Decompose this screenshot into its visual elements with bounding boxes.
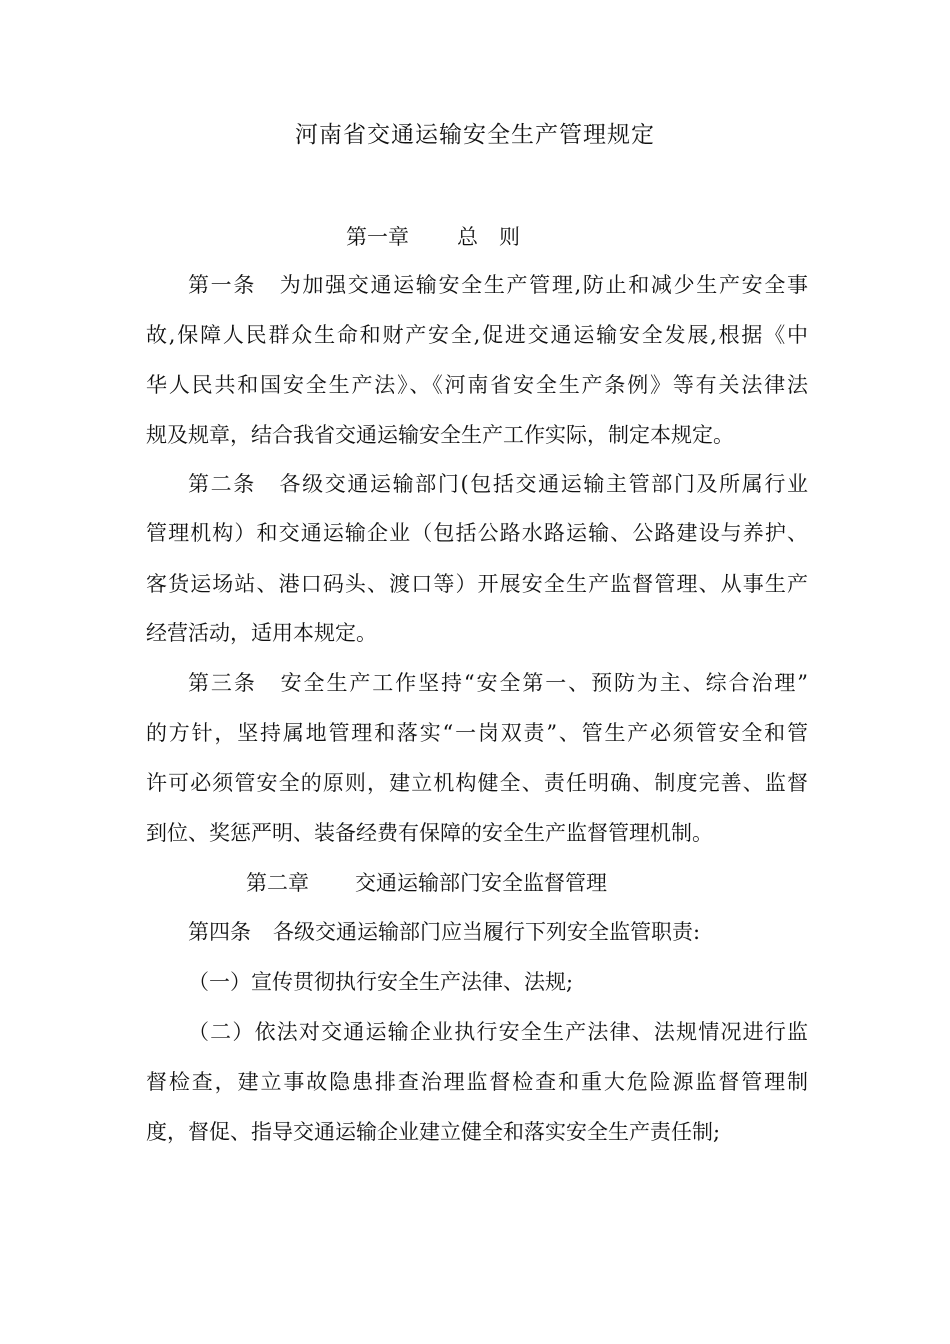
chapter-2-name: 交通运输部门安全监督管理 bbox=[355, 871, 607, 895]
chapter-2-heading bbox=[246, 868, 746, 898]
article-1-line: 故,保障人民群众生命和财产安全,促进交通运输安全发展,根据《中 bbox=[146, 323, 808, 347]
article-3-line: 的方针，坚持属地管理和落实“一岗双责”、管生产必须管安全和管 bbox=[146, 721, 808, 745]
item-2-text: 依法对交通运输企业执行安全生产法律、法规情况进行监 bbox=[254, 1020, 809, 1044]
article-4-label: 第四条 bbox=[188, 920, 251, 944]
article-4-first-line bbox=[188, 917, 808, 947]
article-3-text: 安全生产工作坚持“安全第一、预防为主、综合治理” bbox=[278, 671, 808, 695]
item-1-text: 宣传贯彻执行安全生产法律、法规; bbox=[251, 970, 574, 994]
article-1-line: 规及规章，结合我省交通运输安全生产工作实际，制定本规定。 bbox=[146, 423, 734, 447]
article-2-line: 经营活动，适用本规定。 bbox=[146, 621, 377, 645]
article-3-line: 许可必须管安全的原则，建立机构健全、责任明确、制度完善、监督 bbox=[146, 771, 808, 795]
article-3-first-line bbox=[188, 668, 808, 698]
item-2-first-line bbox=[188, 1017, 808, 1047]
article-1-line: 华人民共和国安全生产法》、《河南省安全生产条例》等有关法律法 bbox=[146, 373, 808, 397]
article-1-first-line bbox=[188, 270, 808, 300]
article-3-label: 第三条 bbox=[188, 671, 257, 695]
item-2-line: 督检查，建立事故隐患排查治理监督检查和重大危险源监督管理制 bbox=[146, 1070, 808, 1094]
article-2-text: 各级交通运输部门(包括交通运输主管部门及所属行业 bbox=[277, 472, 808, 496]
article-2-line: 客货运场站、港口码头、渡口等）开展安全生产监督管理、从事生产 bbox=[146, 572, 808, 596]
article-4-text: 各级交通运输部门应当履行下列安全监管职责: bbox=[273, 920, 701, 944]
chapter-1-label: 第一章 bbox=[346, 225, 409, 249]
article-2-label: 第二条 bbox=[188, 472, 256, 496]
article-3-line: 到位、奖惩严明、装备经费有保障的安全生产监督管理机制。 bbox=[146, 821, 713, 845]
item-2-label: （二） bbox=[188, 1020, 255, 1044]
chapter-1-heading bbox=[346, 222, 646, 252]
chapter-2-label: 第二章 bbox=[246, 871, 309, 895]
chapter-1-name: 总 则 bbox=[457, 225, 520, 249]
item-1 bbox=[188, 967, 808, 997]
article-1-text: 为加强交通运输安全生产管理,防止和减少生产安全事 bbox=[278, 273, 808, 297]
article-1-label: 第一条 bbox=[188, 273, 257, 297]
article-2-line: 管理机构）和交通运输企业（包括公路水路运输、公路建设与养护、 bbox=[146, 521, 808, 545]
item-1-label: （一） bbox=[188, 970, 251, 994]
article-2-first-line bbox=[188, 469, 808, 499]
document-title: 河南省交通运输安全生产管理规定 bbox=[295, 122, 655, 148]
item-2-line: 度，督促、指导交通运输企业建立健全和落实安全生产责任制; bbox=[146, 1120, 721, 1144]
